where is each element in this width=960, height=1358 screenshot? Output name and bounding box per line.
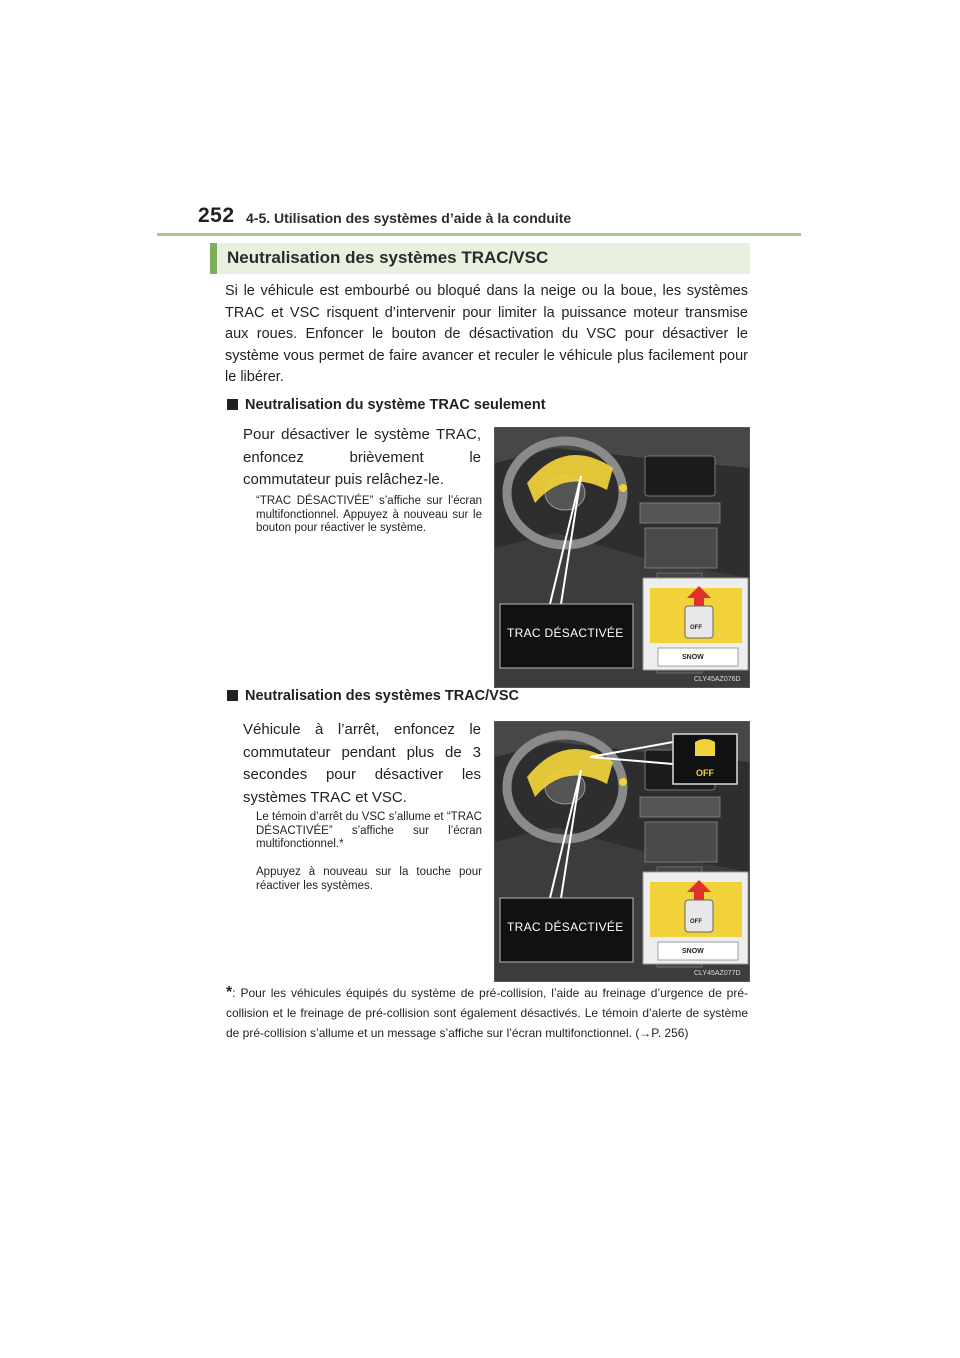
dashboard-illustration <box>495 722 749 981</box>
vsc-off-button-label: OFF <box>690 919 702 925</box>
footnote <box>226 983 748 1043</box>
snow-button-label: SNOW <box>682 948 704 955</box>
figure-dashboard-trac-off <box>494 427 750 688</box>
figure-dashboard-trac-vsc-off <box>494 721 750 982</box>
instruction-trac-only: Pour désactiver le système TRAC, enfoncez brièvement le commutateur puis relâchez-le. <box>243 426 481 488</box>
intro-paragraph: Si le véhicule est embourbé ou bloqué dans la neige ou la boue, les systèmes TRAC et VSC risquent d’intervenir pour limiter la puissance moteur transmise aux roues. Enfoncer le bouton de désactivation du VSC pour désactiver le système vous permet de faire avancer et reculer le véhicule plus facilement pour le libérer. <box>225 283 748 385</box>
figure-code: CLY45AZ077D <box>694 970 741 977</box>
footnote-text: : Pour les véhicules équipés du système de pré-collision, l’aide au freinage d’urgence de pré-collision et le freinage de pré-collision sont également désactivés. Le témoin d’alerte de système de pré-collision s’allume et un message s’affiche sur l’écran multifonctionnel. (→P. 256) <box>226 986 748 1040</box>
dashboard-illustration <box>495 428 749 687</box>
header-rule <box>157 233 801 236</box>
subheading-trac-only <box>227 397 546 413</box>
subheading-text: Neutralisation des systèmes TRAC/VSC <box>245 688 519 704</box>
figure-code: CLY45AZ076D <box>694 676 741 683</box>
note-trac-only: “TRAC DÉSACTIVÉE” s’affiche sur l’écran multifonctionnel. Appuyez à nouveau sur le bouton pour réactiver le système. <box>256 495 482 534</box>
section-title: Neutralisation des systèmes TRAC/VSC <box>227 248 549 267</box>
instruction-trac-vsc: Véhicule à l’arrêt, enfoncez le commutateur pendant plus de 3 secondes pour désactiver les systèmes TRAC et VSC. <box>243 721 481 806</box>
vsc-off-indicator-label: OFF <box>696 768 714 778</box>
snow-button-label: SNOW <box>682 654 704 661</box>
multi-display-message: TRAC DÉSACTIVÉE <box>507 626 624 640</box>
subheading-trac-vsc <box>227 688 519 704</box>
multi-display-message: TRAC DÉSACTIVÉE <box>507 920 624 934</box>
subheading-text: Neutralisation du système TRAC seulement <box>245 397 546 413</box>
note-trac-vsc-indicator: Le témoin d’arrêt du VSC s’allume et “TRAC DÉSACTIVÉE” s’affiche sur l’écran multifonctionnel.* <box>256 811 482 850</box>
page-number: 252 <box>198 204 235 227</box>
square-bullet-icon <box>227 399 238 410</box>
running-head: 4-5. Utilisation des systèmes d’aide à la conduite <box>246 210 572 226</box>
section-banner <box>210 243 750 274</box>
footnote-marker: * <box>226 984 233 1001</box>
vsc-off-button-label: OFF <box>690 625 702 631</box>
note-trac-vsc-reactivate: Appuyez à nouveau sur la touche pour réactiver les systèmes. <box>256 866 482 892</box>
square-bullet-icon <box>227 690 238 701</box>
